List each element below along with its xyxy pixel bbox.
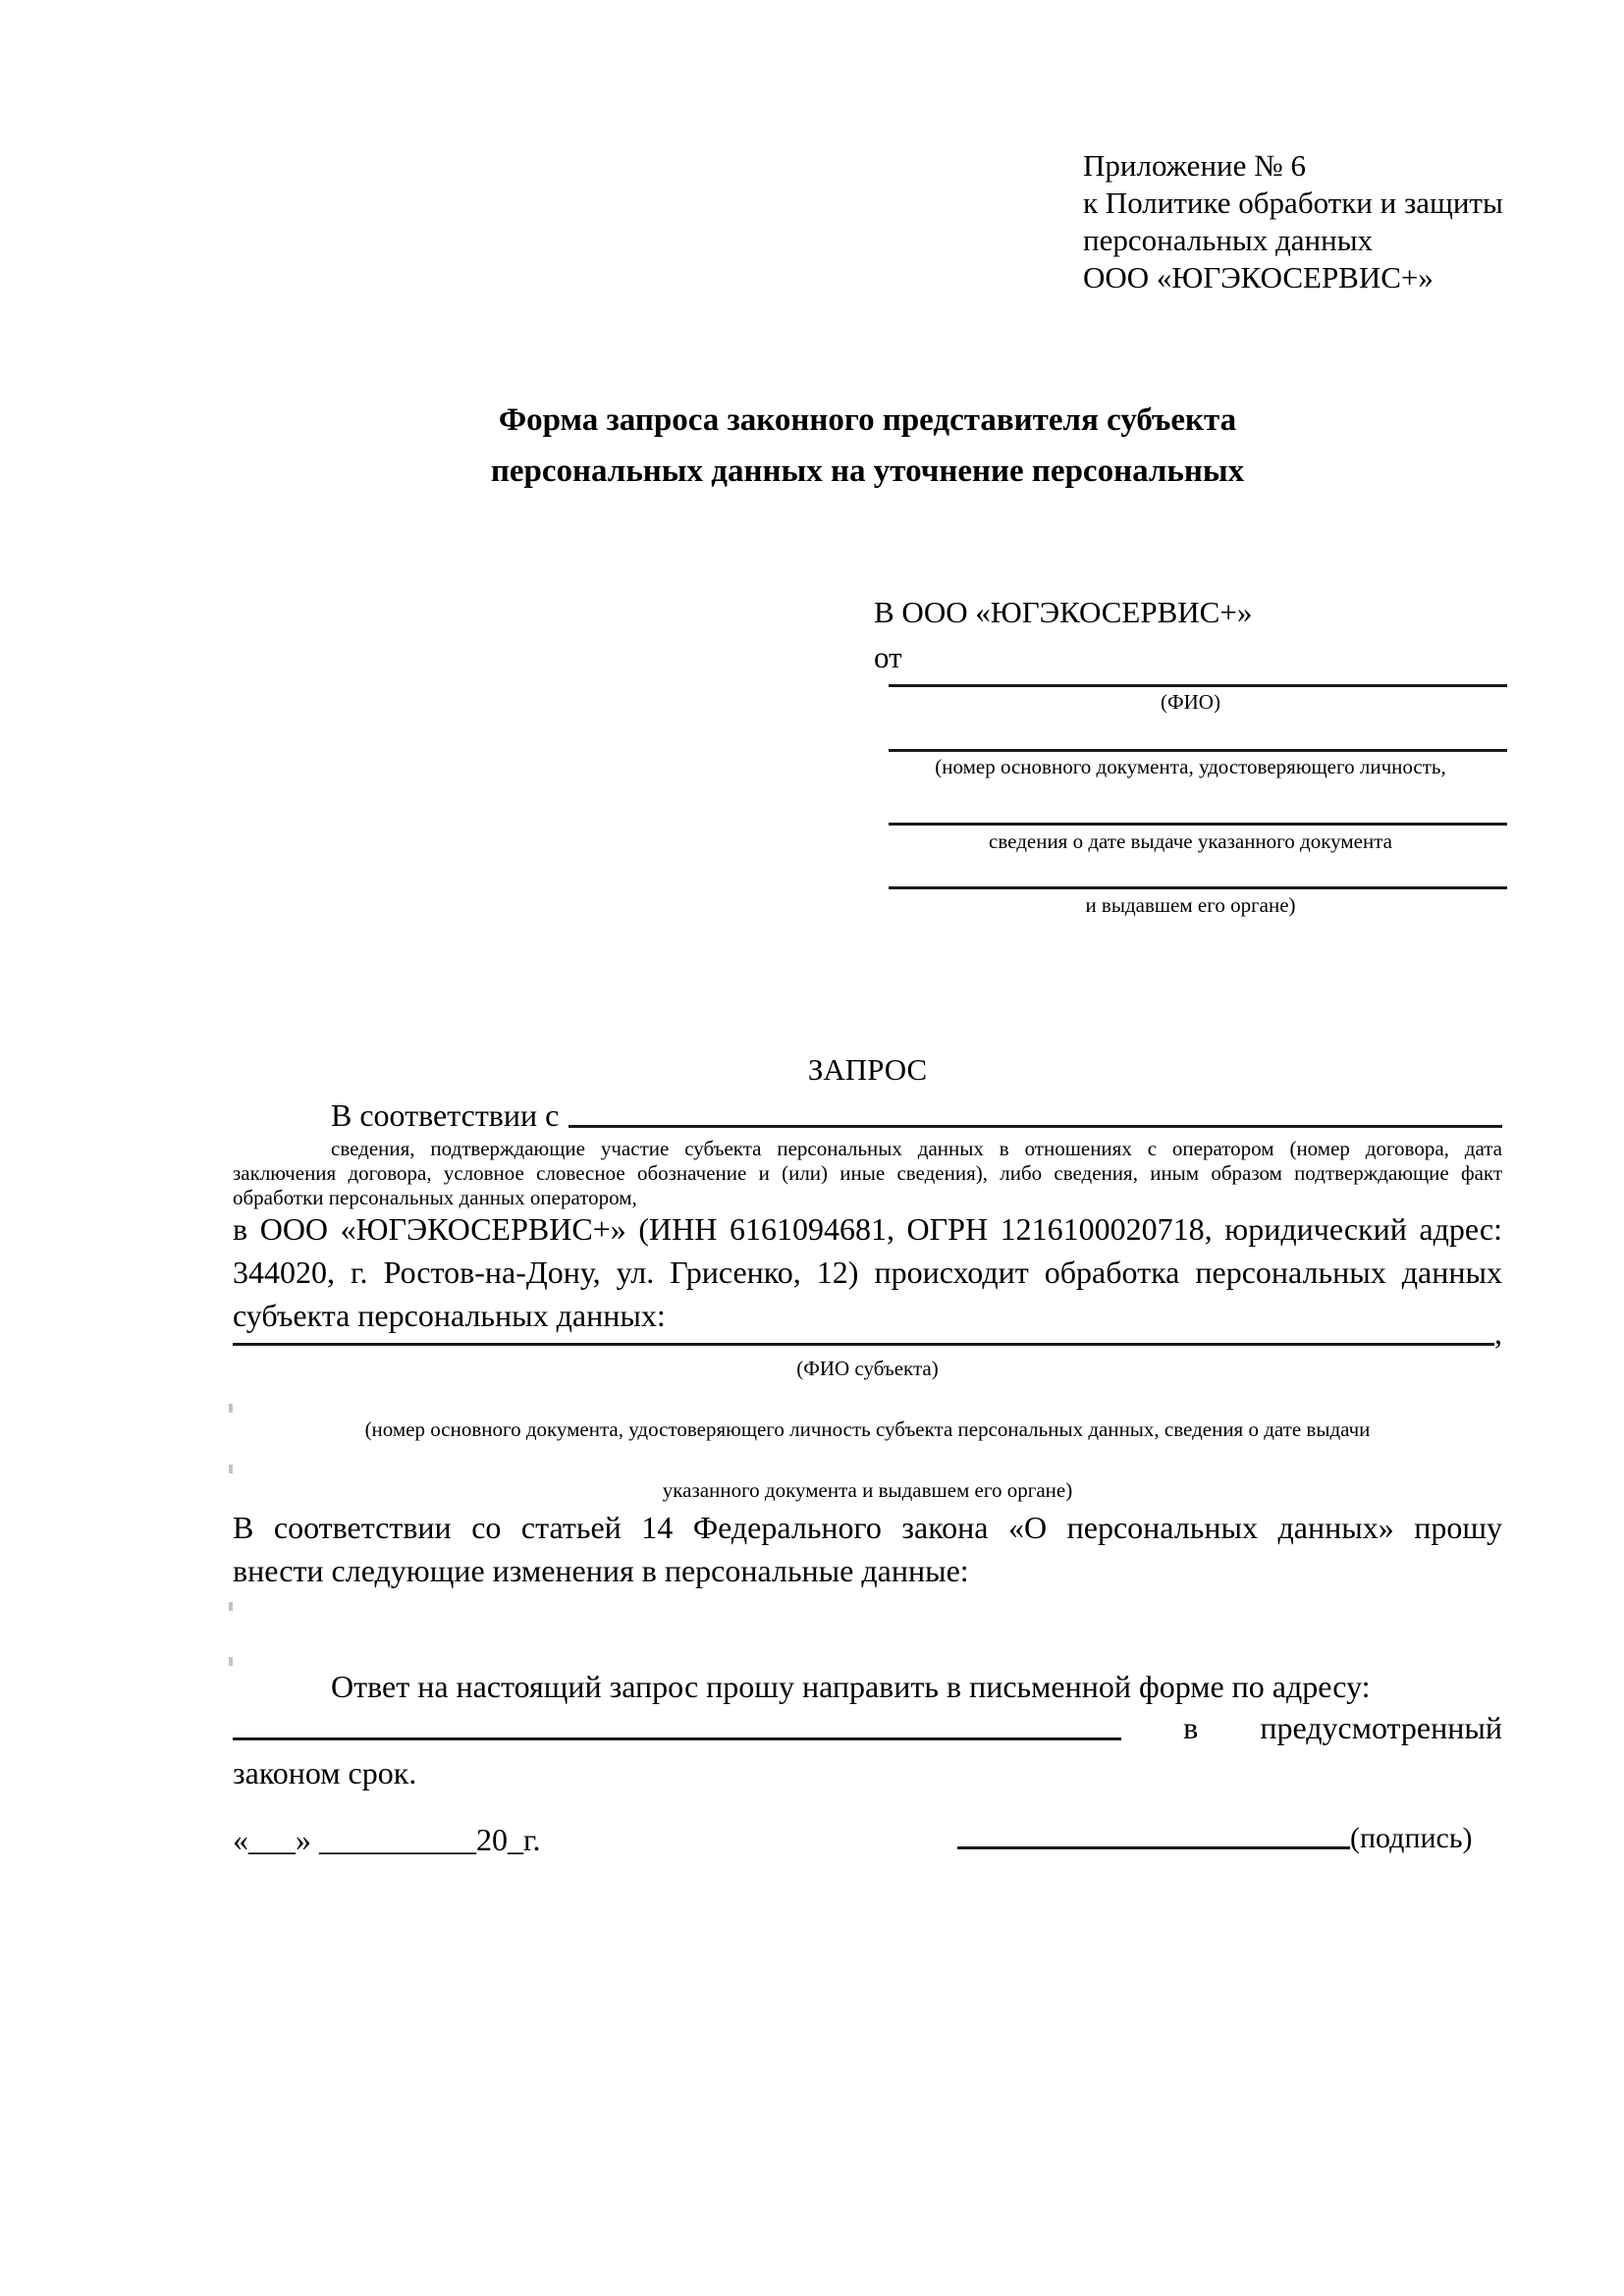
date-blank-field[interactable]: «___» __________20_г.	[233, 1822, 541, 1857]
law-paragraph-line: внести следующие изменения в персональные данные:	[233, 1553, 969, 1588]
operator-paragraph-line: 344020, г. Ростов-на-Дону, ул. Грисенко, 12) происходит обработка персональных данных	[233, 1255, 1502, 1290]
reply-word-v: в	[1183, 1710, 1199, 1745]
scan-artifact-dot	[229, 1602, 233, 1611]
scan-artifact-dot	[229, 1404, 233, 1413]
signature-blank-field[interactable]	[957, 1846, 1350, 1849]
id-document-field-caption: (номер основного документа, удостоверяющего личность,	[935, 755, 1446, 778]
fio-field-caption: (ФИО)	[1161, 690, 1220, 714]
basis-row	[233, 1097, 1502, 1134]
basis-note	[233, 1137, 1502, 1210]
operator-paragraph-line: в ООО «ЮГЭКОСЕРВИС+» (ИНН 6161094681, ОГРН 1216100020718, юридический адрес:	[233, 1211, 1502, 1247]
subject-name-row	[233, 1315, 1502, 1352]
subject-line-comma: ,	[1494, 1315, 1502, 1351]
addressee-from-label: от	[874, 640, 902, 674]
reply-address-row	[233, 1710, 1502, 1746]
basis-blank-field[interactable]	[568, 1125, 1502, 1128]
appendix-line: ООО «ЮГЭКОСЕРВИС+»	[1083, 260, 1434, 294]
reply-address-blank-field[interactable]	[233, 1737, 1121, 1740]
law-paragraph-line: В соответствии со статьей 14 Федерального закона «О персональных данных» прошу	[233, 1510, 1502, 1545]
appendix-line: Приложение № 6	[1083, 148, 1306, 183]
document-title	[233, 395, 1502, 497]
subject-name-blank-field[interactable]	[233, 1343, 1494, 1346]
signature-caption: (подпись)	[1350, 1822, 1473, 1854]
document-title-line2: персональных данных на уточнение персональных	[490, 454, 1245, 489]
fio-field-blank[interactable]	[889, 684, 1507, 687]
request-heading: ЗАПРОС	[807, 1052, 928, 1087]
issuing-authority-field-caption: и выдавшем его органе)	[1085, 893, 1296, 917]
reply-paragraph-line2: законом срок.	[233, 1755, 417, 1790]
document-title-line1: Форма запроса законного представителя субъекта	[498, 402, 1237, 438]
appendix-note	[1083, 147, 1503, 296]
scan-artifact-dot	[229, 1465, 233, 1473]
id-document-field-blank[interactable]	[889, 749, 1507, 752]
basis-label: В соответствии с	[331, 1097, 560, 1133]
subject-doc-caption-line2: указанного документа и выдавшем его органе)	[662, 1478, 1073, 1502]
issue-date-field-blank[interactable]	[889, 823, 1507, 826]
appendix-line: персональных данных	[1083, 223, 1374, 257]
issuing-authority-field-blank[interactable]	[889, 886, 1507, 889]
subject-name-caption: (ФИО субъекта)	[796, 1357, 939, 1380]
basis-note-line: заключения договора, условное словесное обозначение и (или) иные сведения), либо сведения, иным образом подтверждающие факт	[233, 1161, 1502, 1185]
subject-doc-caption-line1: (номер основного документа, удостоверяющего личность субъекта персональных данных, сведения о дате выдачи	[364, 1417, 1371, 1441]
reply-paragraph: Ответ на настоящий запрос прошу направить в письменной форме по адресу:	[331, 1669, 1371, 1704]
reply-word-predusmotrenny: предусмотренный	[1260, 1710, 1502, 1745]
scan-artifact-dot	[229, 1657, 233, 1666]
law-paragraph	[233, 1506, 1502, 1592]
basis-note-line: обработки персональных данных оператором,	[233, 1186, 637, 1209]
issue-date-field-caption: сведения о дате выдаче указанного документа	[989, 829, 1392, 853]
basis-note-line: сведения, подтверждающие участие субъекта персональных данных в отношениях с оператором (номер договора, дата	[331, 1137, 1502, 1160]
operator-paragraph-line: субъекта персональных данных:	[233, 1298, 666, 1333]
addressee-company: В ООО «ЮГЭКОСЕРВИС+»	[874, 595, 1253, 629]
appendix-line: к Политике обработки и защиты	[1083, 186, 1503, 220]
signature-row	[957, 1822, 1473, 1855]
